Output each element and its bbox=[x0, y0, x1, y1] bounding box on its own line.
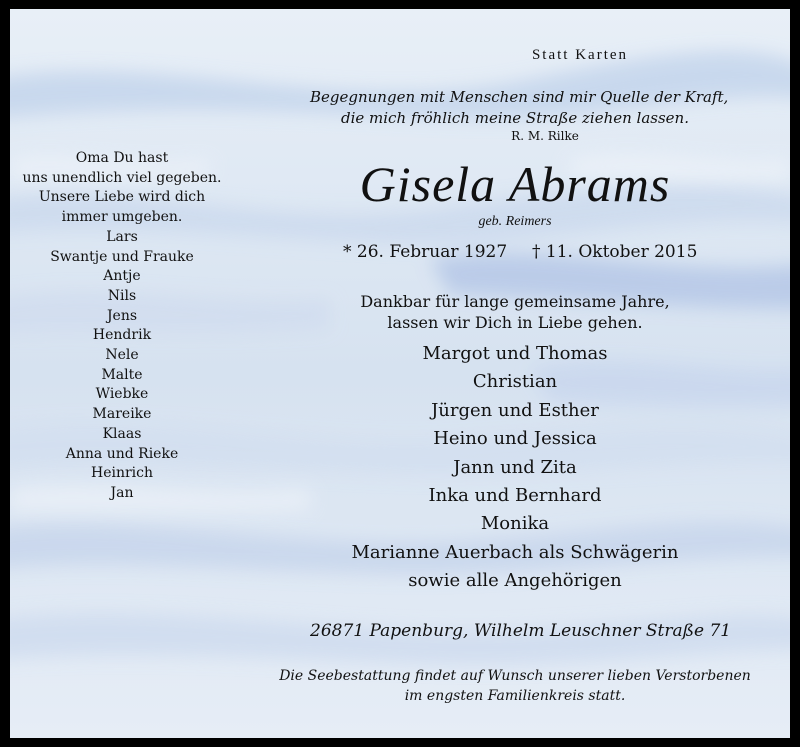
dedication-line: immer umgeben. bbox=[61, 209, 183, 226]
notice-line: Die Seebestattung findet auf Wunsch unserer lieben Verstorbenen bbox=[279, 668, 751, 684]
obituary-card bbox=[10, 9, 790, 738]
grandchild-name: Antje bbox=[103, 268, 141, 285]
dedication-line: Oma Du hast bbox=[75, 150, 169, 166]
mourner-entry: Christian bbox=[472, 371, 558, 393]
grandchild-name: Anna und Rieke bbox=[65, 445, 179, 462]
death-date: † 11. Oktober 2015 bbox=[532, 242, 698, 262]
grandchild-name: Jens bbox=[106, 307, 138, 324]
quote-line: die mich fröhlich meine Straße ziehen lassen. bbox=[340, 109, 689, 127]
dedication-line: uns unendlich viel gegeben. bbox=[22, 169, 222, 186]
mourner-entry: sowie alle Angehörigen bbox=[408, 570, 622, 592]
birth-date: * 26. Februar 1927 bbox=[343, 242, 508, 262]
mourner-entry: Jann und Zita bbox=[453, 456, 577, 478]
mourners-list bbox=[310, 340, 720, 596]
grandchild-name: Klaas bbox=[102, 425, 142, 442]
mourner-entry: Marianne Auerbach als Schwägerin bbox=[351, 541, 679, 563]
mourner-entry: Margot und Thomas bbox=[422, 343, 608, 364]
quote-line: Begegnungen mit Menschen sind mir Quelle der Kraft, bbox=[310, 88, 729, 106]
mourner-entry: Monika bbox=[480, 513, 550, 535]
farewell-text bbox=[310, 291, 720, 333]
grandchild-name: Jan bbox=[110, 484, 134, 501]
farewell-line: Dankbar für lange gemeinsame Jahre, bbox=[360, 292, 670, 311]
mourner-entry: Inka und Bernhard bbox=[428, 485, 602, 507]
notice-line: im engsten Familienkreis statt. bbox=[404, 688, 626, 704]
dedication-line: Unsere Liebe wird dich bbox=[38, 189, 206, 206]
farewell-line: lassen wir Dich in Liebe gehen. bbox=[387, 313, 643, 332]
grandchildren-column bbox=[22, 149, 222, 504]
grandchild-name: Wiebke bbox=[95, 386, 149, 403]
grandchild-name: Lars bbox=[106, 228, 138, 245]
mourner-entry: Jürgen und Esther bbox=[431, 399, 599, 421]
grandchild-name: Heinrich bbox=[90, 465, 153, 482]
maiden-name: geb. Reimers bbox=[478, 214, 552, 229]
statt-karten-heading: Statt Karten bbox=[531, 47, 629, 63]
grandchild-name: Nils bbox=[107, 287, 137, 304]
family-address: 26871 Papenburg, Wilhelm Leuschner Straße 71 bbox=[310, 621, 732, 641]
grandchild-name: Swantje und Frauke bbox=[50, 248, 194, 265]
grandchild-name: Malte bbox=[101, 366, 143, 383]
grandchild-name: Nele bbox=[105, 347, 139, 364]
mourner-entry: Heino und Jessica bbox=[433, 428, 597, 450]
quote-author: R. M. Rilke bbox=[511, 129, 579, 143]
rilke-quote bbox=[310, 87, 729, 129]
grandchild-name: Mareike bbox=[92, 406, 152, 423]
burial-notice bbox=[240, 666, 790, 706]
deceased-name: Gisela Abrams bbox=[359, 156, 671, 212]
grandchild-name: Hendrik bbox=[92, 327, 152, 344]
